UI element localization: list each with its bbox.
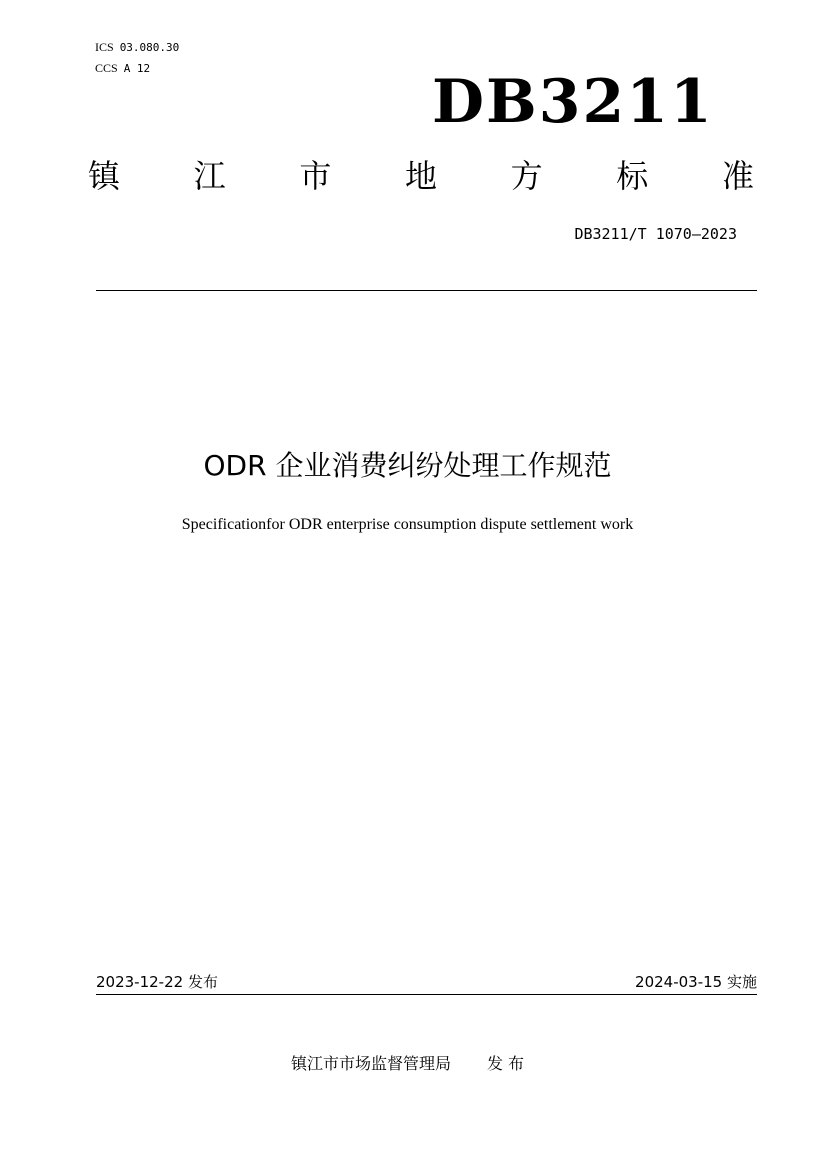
publisher-name: 镇江市市场监督管理局 [290,1054,451,1073]
ccs-classification [95,61,150,76]
standard-type-char: 准 [721,157,754,195]
standard-type-char: 标 [616,157,649,195]
ics-label: ICS [95,40,114,54]
ics-classification [95,40,179,55]
standard-type-char: 方 [510,157,543,195]
issue-date: 2023-12-22 发布 [96,973,218,991]
standard-type-char: 地 [404,157,437,195]
ics-code: 03.080.30 [119,41,180,54]
publisher-action: 发 布 [486,1054,525,1073]
title-chinese: ODR 企业消费纠纷处理工作规范 [203,449,612,482]
publisher [0,1053,815,1075]
ccs-label: CCS [95,61,118,75]
title-english: Specificationfor ODR enterprise consumption dispute settlement work [181,516,634,533]
bottom-divider [96,994,757,995]
implementation-date: 2024-03-15 实施 [635,973,757,991]
standard-type-char: 市 [299,157,332,195]
standard-type-char: 江 [193,157,226,195]
standard-number: DB3211/T 1070—2023 [574,225,737,243]
standard-type-char: 镇 [88,157,121,195]
db-logo: DB3211 [432,67,714,137]
top-divider [96,290,757,291]
ccs-code: A 12 [123,62,151,75]
standard-type [88,156,754,196]
